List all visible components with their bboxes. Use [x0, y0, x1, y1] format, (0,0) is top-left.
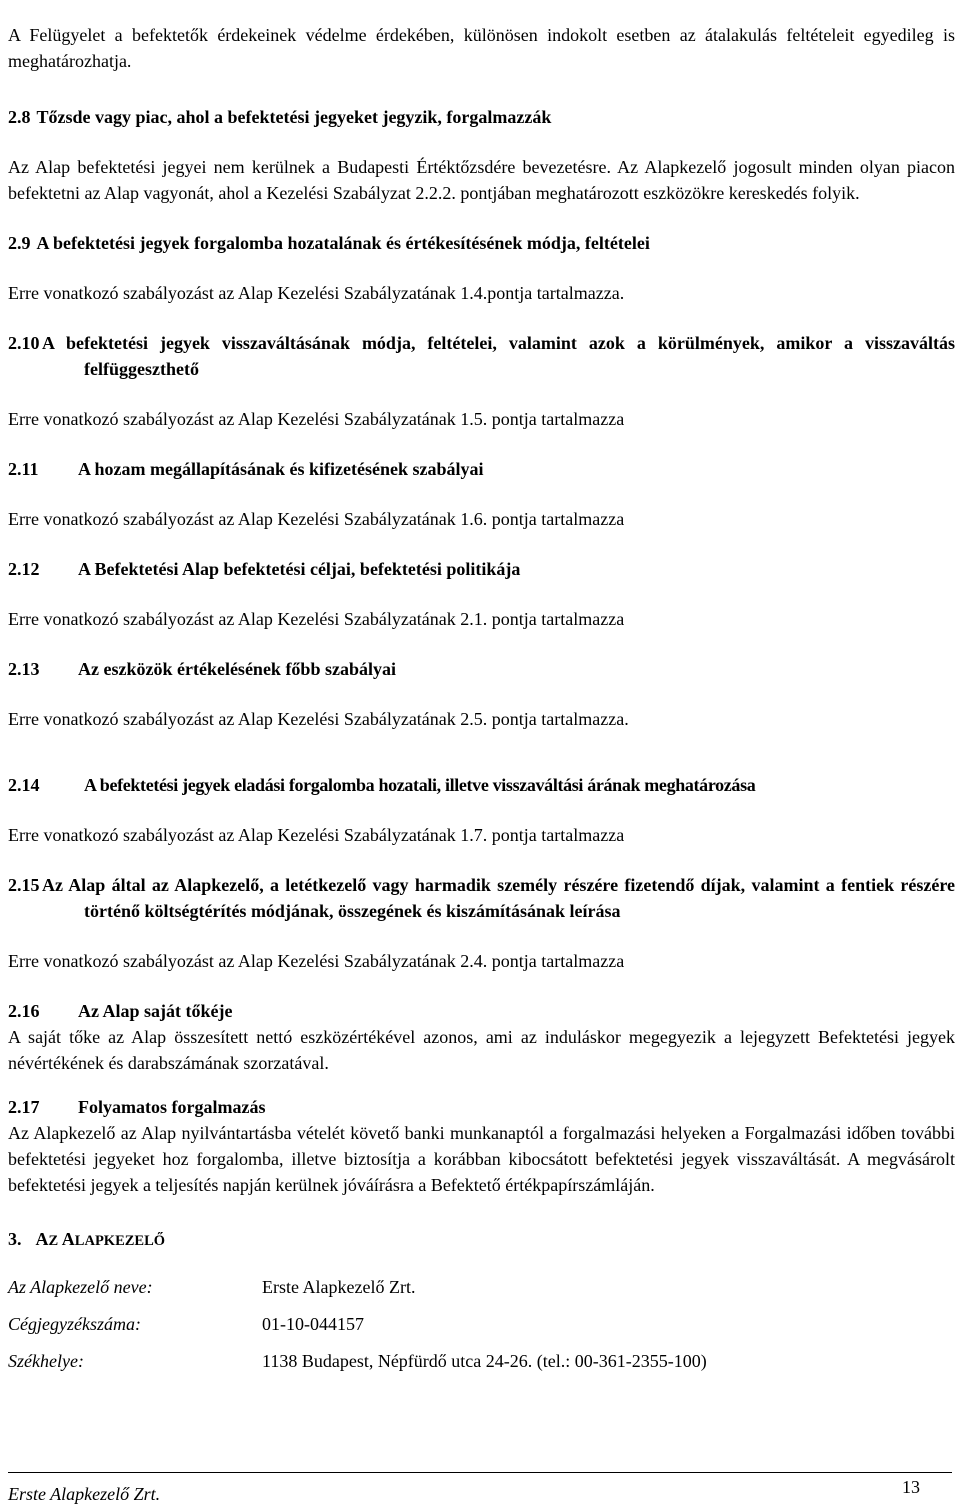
section-2-13-heading — [8, 656, 955, 682]
manager-reg-value: 01-10-044157 — [262, 1314, 364, 1334]
chapter-3-heading — [8, 1226, 955, 1254]
section-2-11-heading — [8, 456, 955, 482]
section-number: 2.8 — [8, 107, 31, 127]
section-2-9-heading — [8, 230, 955, 256]
section-2-17-body: Az Alapkezelő az Alap nyilvántartásba vételét követő banki munkanaptól a forgalmazási helyeken a Forgalmazási időben további befektetési jegyeket hoz forgalomba, illetve biztosítja a korábban kibocsátott befektetési jegyek visszaváltását. A megvásárolt befektetési jegyek a teljesítés napján kerülnek jóváírásra a Befektető értékpapírszámláján. — [8, 1123, 955, 1195]
section-title: A befektetési jegyek eladási forgalomba hozatali, illetve visszaváltási árának meghatározása — [84, 775, 756, 795]
section-title: A befektetési jegyek forgalomba hozatalának és értékesítésének módja, feltételei — [36, 233, 650, 253]
page-number: 13 — [902, 1477, 920, 1497]
intro-paragraph: A Felügyelet a befektetők érdekeinek védelme érdekében, különösen indokolt esetben az átalakulás feltételeit egyedileg is meghatározhatja. — [8, 25, 955, 71]
section-number: 2.15 — [8, 875, 40, 895]
manager-name-row — [8, 1274, 955, 1300]
chapter-title-rest-1: Z — [48, 1233, 62, 1249]
chapter-title-cap-2: A — [61, 1229, 75, 1249]
section-2-15-heading — [8, 872, 955, 924]
section-title: Az eszközök értékelésének főbb szabályai — [78, 659, 396, 679]
section-title: Az Alap saját tőkéje — [78, 1001, 233, 1021]
section-2-13-body: Erre vonatkozó szabályozást az Alap Kezelési Szabályzatának 2.5. pontja tartalmazza. — [8, 709, 629, 729]
manager-info — [8, 1274, 955, 1374]
section-2-15-body: Erre vonatkozó szabályozást az Alap Kezelési Szabályzatának 2.4. pontja tartalmazza — [8, 951, 625, 971]
section-number: 2.13 — [8, 659, 40, 679]
section-number: 2.10 — [8, 333, 40, 353]
section-2-9-body: Erre vonatkozó szabályozást az Alap Kezelési Szabályzatának 1.4.pontja tartalmazza. — [8, 283, 625, 303]
section-2-17-heading — [8, 1094, 955, 1120]
section-number: 2.16 — [8, 1001, 40, 1021]
chapter-title-rest-2: LAPKEZELŐ — [74, 1233, 166, 1249]
footer-company: Erste Alapkezelő Zrt. — [8, 1484, 161, 1504]
section-2-8-body: Az Alap befektetési jegyei nem kerülnek a Budapesti Értéktőzsdére bevezetésre. Az Alapkezelő jogosult minden olyan piacon befektetni az Alap vagyonát, ahol a Kezelési Szabályzat 2.2.2. pontjában meghatározott eszközökre kereskedés folyik. — [8, 157, 955, 203]
manager-name-value: Erste Alapkezelő Zrt. — [262, 1277, 416, 1297]
manager-name-label: Az Alapkezelő neve: — [8, 1277, 153, 1297]
section-2-14-heading — [8, 772, 955, 798]
section-number: 2.14 — [8, 775, 40, 795]
section-2-16-heading — [8, 998, 955, 1024]
section-2-10-heading — [8, 330, 955, 382]
manager-seat-row — [8, 1348, 955, 1374]
section-title: Folyamatos forgalmazás — [78, 1097, 266, 1117]
section-number: 2.11 — [8, 459, 39, 479]
section-title: Tőzsde vagy piac, ahol a befektetési jegyeket jegyzik, forgalmazzák — [36, 107, 552, 127]
section-title: A hozam megállapításának és kifizetésének szabályai — [78, 459, 484, 479]
section-number: 2.17 — [8, 1097, 40, 1117]
section-2-10-body: Erre vonatkozó szabályozást az Alap Kezelési Szabályzatának 1.5. pontja tartalmazza — [8, 409, 625, 429]
manager-seat-label: Székhelye: — [8, 1351, 84, 1371]
section-2-14-body: Erre vonatkozó szabályozást az Alap Kezelési Szabályzatának 1.7. pontja tartalmazza — [8, 825, 625, 845]
section-2-8-heading — [8, 104, 955, 130]
section-number: 2.12 — [8, 559, 40, 579]
manager-seat-value: 1138 Budapest, Népfürdő utca 24-26. (tel.: 00-361-2355-100) — [262, 1351, 707, 1371]
section-2-12-body: Erre vonatkozó szabályozást az Alap Kezelési Szabályzatának 2.1. pontja tartalmazza — [8, 609, 625, 629]
section-title: A befektetési jegyek visszaváltásának módja, feltételei, valamint azok a körülmények, amikor a visszaváltás felfüggeszthető — [42, 333, 955, 379]
page-footer — [8, 1472, 952, 1507]
chapter-title-cap-1: A — [35, 1229, 49, 1249]
manager-reg-label: Cégjegyzékszáma: — [8, 1314, 141, 1334]
section-2-16-body: A saját tőke az Alap összesített nettó eszközértékével azonos, ami az induláskor megegyezik a lejegyzett Befektetési jegyek névértékének és darabszámának szorzatával. — [8, 1027, 955, 1073]
section-title: A Befektetési Alap befektetési céljai, befektetési politikája — [78, 559, 521, 579]
section-title: Az Alap által az Alapkezelő, a letétkezelő vagy harmadik személy részére fizetendő díjak, valamint a fentiek részére történő költségtérítés módjának, összegének és kiszámításának leírása — [42, 875, 955, 921]
section-2-11-body: Erre vonatkozó szabályozást az Alap Kezelési Szabályzatának 1.6. pontja tartalmazza — [8, 509, 625, 529]
manager-reg-row — [8, 1311, 955, 1337]
section-number: 2.9 — [8, 233, 31, 253]
document-page — [8, 22, 955, 1374]
chapter-number: 3. — [8, 1229, 22, 1249]
section-2-12-heading — [8, 556, 955, 582]
